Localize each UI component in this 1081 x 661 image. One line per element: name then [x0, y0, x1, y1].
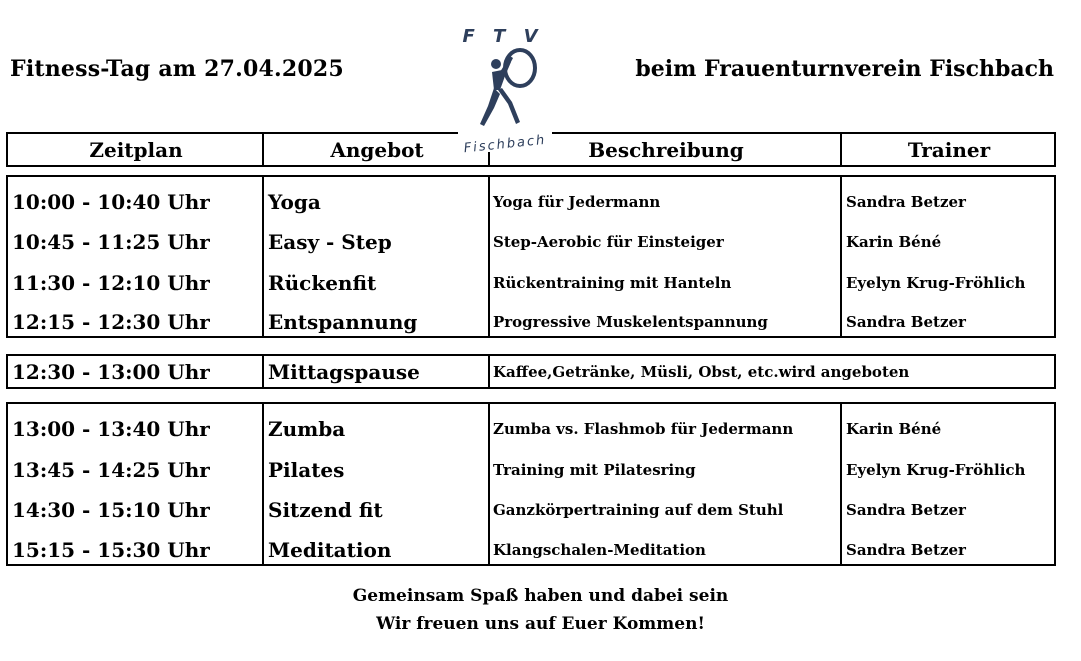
time-cell: 10:00 - 10:40 Uhr	[12, 190, 210, 214]
time-cell: 13:45 - 14:25 Uhr	[12, 458, 210, 482]
offer-cell: Easy - Step	[268, 230, 392, 254]
time-cell: 12:30 - 13:00 Uhr	[12, 359, 210, 384]
description-cell: Yoga für Jedermann	[493, 193, 661, 211]
time-cell: 10:45 - 11:25 Uhr	[12, 230, 210, 254]
table-row	[8, 532, 1054, 568]
trainer-cell: Sandra Betzer	[846, 313, 966, 331]
description-cell: Progressive Muskelentspannung	[493, 313, 768, 331]
time-cell: 12:15 - 12:30 Uhr	[12, 310, 210, 334]
gymnast-logo-icon	[450, 20, 560, 160]
offer-cell: Meditation	[268, 538, 392, 562]
table-row	[8, 304, 1054, 340]
offer-cell: Sitzend fit	[268, 498, 383, 522]
description-cell: Zumba vs. Flashmob für Jedermann	[493, 420, 794, 438]
description-cell: Training mit Pilatesring	[493, 461, 696, 479]
header-beschreibung: Beschreibung	[588, 137, 744, 162]
offer-cell: Mittagspause	[268, 359, 420, 384]
footer-line-1: Gemeinsam Spaß haben und dabei sein	[352, 586, 729, 606]
lunch-break-row	[6, 354, 1056, 389]
offer-cell: Pilates	[268, 458, 345, 482]
trainer-cell: Eyelyn Krug-Fröhlich	[846, 274, 1026, 292]
time-cell: 15:15 - 15:30 Uhr	[12, 538, 210, 562]
header-zeitplan: Zeitplan	[89, 137, 183, 162]
table-row	[8, 265, 1054, 301]
trainer-cell: Sandra Betzer	[846, 193, 966, 211]
offer-cell: Rückenfit	[268, 271, 377, 295]
trainer-cell: Sandra Betzer	[846, 541, 966, 559]
table-row	[8, 492, 1054, 528]
trainer-cell: Sandra Betzer	[846, 501, 966, 519]
table-row	[8, 184, 1054, 220]
table-row	[8, 356, 1054, 387]
description-cell: Ganzkörpertraining auf dem Stuhl	[493, 501, 784, 519]
time-cell: 14:30 - 15:10 Uhr	[12, 498, 210, 522]
description-cell: Step-Aerobic für Einsteiger	[493, 233, 724, 251]
offer-cell: Entspannung	[268, 310, 418, 334]
table-row	[8, 224, 1054, 260]
trainer-cell: Karin Béné	[846, 233, 942, 251]
trainer-cell: Eyelyn Krug-Fröhlich	[846, 461, 1026, 479]
table-row	[8, 452, 1054, 488]
time-cell: 13:00 - 13:40 Uhr	[12, 417, 210, 441]
description-cell: Kaffee,Getränke, Müsli, Obst, etc.wird angeboten	[493, 362, 910, 381]
time-cell: 11:30 - 12:10 Uhr	[12, 271, 210, 295]
morning-schedule	[6, 175, 1056, 338]
event-title: Fitness-Tag am 27.04.2025	[10, 56, 344, 82]
description-cell: Rückentraining mit Hanteln	[493, 274, 732, 292]
header-trainer: Trainer	[907, 137, 991, 162]
table-row	[8, 411, 1054, 447]
trainer-cell: Karin Béné	[846, 420, 942, 438]
description-cell: Klangschalen-Meditation	[493, 541, 706, 559]
offer-cell: Yoga	[268, 190, 321, 214]
logo-fischbach-text: Fischbach	[463, 132, 548, 157]
club-name: beim Frauenturnverein Fischbach	[635, 56, 1054, 82]
afternoon-schedule	[6, 402, 1056, 566]
footer-line-2: Wir freuen uns auf Euer Kommen!	[376, 614, 705, 634]
header-angebot: Angebot	[330, 137, 424, 162]
offer-cell: Zumba	[268, 417, 346, 441]
ftv-logo	[450, 20, 560, 160]
logo-ftv-text: F T V	[462, 26, 544, 47]
